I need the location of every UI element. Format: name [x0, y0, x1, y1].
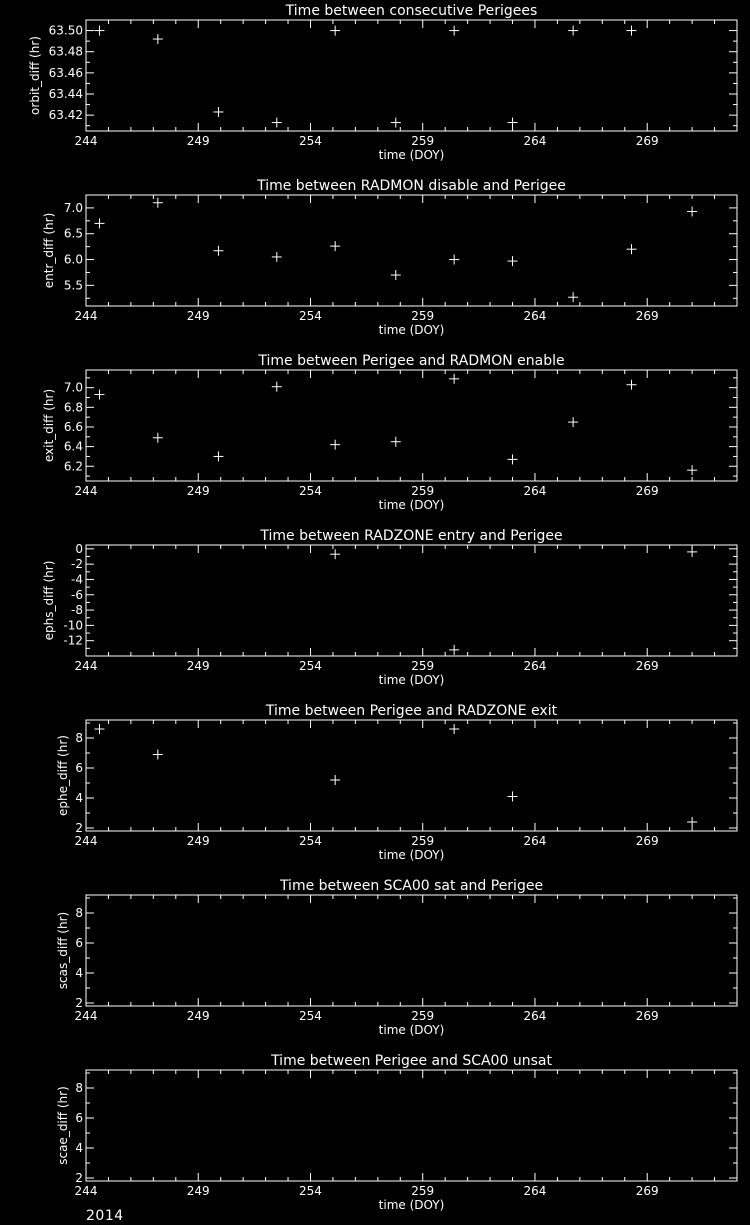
x-tick-label: 264 — [523, 134, 547, 148]
y-tick-label: 5.5 — [63, 278, 83, 293]
data-point — [449, 26, 459, 36]
data-point — [391, 270, 401, 280]
y-tick-label: -8 — [71, 603, 83, 618]
data-point — [94, 218, 104, 228]
x-tick-label: 244 — [74, 484, 98, 498]
x-axis-label: time (DOY) — [378, 148, 445, 162]
x-tick-label: 269 — [635, 1184, 659, 1198]
y-tick-label: 7.0 — [63, 200, 83, 215]
plot-frame — [86, 20, 737, 131]
x-axis-label: time (DOY) — [378, 1023, 445, 1037]
plot-frame — [86, 370, 737, 481]
y-tick-label: 6 — [75, 936, 83, 950]
x-tick-label: 244 — [74, 1009, 98, 1023]
data-point — [330, 241, 340, 251]
y-tick-label: 63.42 — [48, 108, 83, 123]
data-point — [687, 817, 697, 827]
plot-title: Time between Perigee and RADZONE exit — [265, 703, 558, 719]
x-tick-label: 249 — [186, 134, 210, 148]
y-tick-label: 8 — [75, 906, 83, 920]
plot-title: Time between RADMON disable and Perigee — [257, 178, 566, 194]
y-tick-label: -2 — [71, 557, 83, 572]
x-tick-label: 269 — [635, 659, 659, 673]
x-tick-label: 254 — [299, 1009, 322, 1023]
y-tick-label: 2 — [75, 821, 83, 835]
y-tick-label: 6.8 — [63, 400, 83, 415]
x-tick-label: 254 — [299, 309, 322, 323]
data-point — [272, 382, 282, 392]
data-point — [153, 750, 163, 760]
data-point — [272, 118, 282, 128]
y-axis-label: exit_diff (hr) — [42, 388, 56, 463]
x-tick-label: 269 — [635, 1009, 659, 1023]
data-point — [330, 26, 340, 36]
plot-title: Time between consecutive Perigees — [285, 3, 538, 19]
data-point — [94, 724, 104, 734]
x-tick-label: 264 — [523, 1009, 547, 1023]
plot-frame — [86, 545, 737, 656]
data-point — [153, 198, 163, 208]
y-tick-label: 63.50 — [48, 23, 83, 38]
x-tick-label: 249 — [186, 834, 210, 848]
x-axis-label: time (DOY) — [378, 673, 445, 687]
y-tick-label: 6.0 — [63, 252, 83, 267]
data-point — [449, 255, 459, 265]
y-tick-label: 4 — [75, 1141, 83, 1155]
x-tick-label: 244 — [74, 1184, 98, 1198]
data-point — [391, 118, 401, 128]
y-tick-label: 6.6 — [63, 419, 83, 434]
data-point — [449, 724, 459, 734]
data-point — [568, 292, 578, 302]
y-tick-label: -6 — [71, 587, 83, 602]
x-tick-label: 254 — [299, 134, 322, 148]
data-point — [153, 433, 163, 443]
data-point — [330, 549, 340, 559]
data-point — [330, 775, 340, 785]
x-tick-label: 269 — [635, 134, 659, 148]
y-tick-label: 6.5 — [63, 226, 83, 241]
y-tick-label: 6.2 — [63, 459, 83, 474]
year-label: 2014 — [86, 1208, 124, 1224]
plot-title: Time between Perigee and RADMON enable — [258, 353, 565, 369]
y-tick-label: 63.48 — [48, 44, 83, 59]
y-tick-label: 8 — [75, 1081, 83, 1095]
data-point — [687, 465, 697, 475]
x-tick-label: 269 — [635, 309, 659, 323]
y-tick-label: -10 — [63, 618, 83, 633]
x-tick-label: 264 — [523, 484, 547, 498]
y-axis-label: scae_diff (hr) — [56, 1086, 70, 1165]
x-tick-label: 259 — [411, 309, 435, 323]
data-point — [568, 417, 578, 427]
plot-title: Time between SCA00 sat and Perigee — [279, 878, 544, 894]
y-axis-label: ephe_diff (hr) — [56, 735, 70, 816]
data-point — [508, 118, 518, 128]
y-tick-label: 4 — [75, 791, 83, 805]
y-tick-label: 6 — [75, 761, 83, 775]
y-axis-label: scas_diff (hr) — [56, 911, 70, 990]
y-tick-label: 6.4 — [63, 439, 83, 454]
y-tick-label: 6 — [75, 1111, 83, 1125]
y-tick-label: 2 — [75, 996, 83, 1010]
x-tick-label: 264 — [523, 1184, 547, 1198]
data-point — [508, 454, 518, 464]
x-tick-label: 264 — [523, 659, 547, 673]
x-tick-label: 259 — [411, 484, 435, 498]
data-point — [449, 374, 459, 384]
x-tick-label: 249 — [186, 1009, 210, 1023]
data-point — [213, 451, 223, 461]
x-tick-label: 249 — [186, 309, 210, 323]
y-axis-label: orbit_diff (hr) — [28, 36, 42, 115]
x-tick-label: 254 — [299, 1184, 322, 1198]
x-tick-label: 249 — [186, 1184, 210, 1198]
data-point — [449, 645, 459, 655]
y-tick-label: 0 — [75, 541, 83, 556]
x-tick-label: 259 — [411, 834, 435, 848]
data-point — [508, 792, 518, 802]
data-point — [626, 380, 636, 390]
data-point — [508, 256, 518, 266]
plot-frame — [86, 195, 737, 306]
data-point — [626, 244, 636, 254]
data-point — [330, 440, 340, 450]
x-tick-label: 244 — [74, 834, 98, 848]
x-tick-label: 264 — [523, 309, 547, 323]
x-tick-label: 269 — [635, 484, 659, 498]
x-axis-label: time (DOY) — [378, 498, 445, 512]
data-point — [213, 246, 223, 256]
y-tick-label: 2 — [75, 1171, 83, 1185]
x-tick-label: 254 — [299, 659, 322, 673]
x-tick-label: 259 — [411, 659, 435, 673]
data-point — [153, 34, 163, 44]
x-axis-label: time (DOY) — [378, 1198, 445, 1212]
plot-frame — [86, 720, 737, 831]
x-tick-label: 249 — [186, 484, 210, 498]
x-tick-label: 259 — [411, 1184, 435, 1198]
y-tick-label: 4 — [75, 966, 83, 980]
data-point — [626, 26, 636, 36]
data-point — [272, 252, 282, 262]
x-tick-label: 254 — [299, 834, 322, 848]
data-point — [94, 26, 104, 36]
plot-title: Time between Perigee and SCA00 unsat — [271, 1053, 552, 1069]
y-tick-label: 63.44 — [48, 87, 83, 101]
data-point — [94, 390, 104, 400]
x-tick-label: 259 — [411, 134, 435, 148]
x-tick-label: 244 — [74, 134, 98, 148]
y-tick-label: -4 — [71, 572, 83, 587]
data-point — [687, 547, 697, 557]
y-axis-label: ephs_diff (hr) — [42, 560, 56, 641]
y-tick-label: 8 — [75, 731, 83, 745]
plot-title: Time between RADZONE entry and Perigee — [260, 528, 563, 544]
y-tick-label: 7.0 — [63, 380, 83, 395]
data-point — [391, 437, 401, 447]
data-point — [213, 107, 223, 117]
x-tick-label: 244 — [74, 659, 98, 673]
plot-frame — [86, 1070, 737, 1181]
y-tick-label: 63.46 — [48, 65, 83, 80]
x-tick-label: 269 — [635, 834, 659, 848]
x-tick-label: 259 — [411, 1009, 435, 1023]
x-axis-label: time (DOY) — [378, 323, 445, 337]
x-tick-label: 244 — [74, 309, 98, 323]
x-axis-label: time (DOY) — [378, 848, 445, 862]
data-point — [568, 26, 578, 36]
x-tick-label: 264 — [523, 834, 547, 848]
x-tick-label: 249 — [186, 659, 210, 673]
data-point — [687, 207, 697, 217]
y-tick-label: -12 — [63, 633, 83, 648]
plot-frame — [86, 895, 737, 1006]
x-tick-label: 254 — [299, 484, 322, 498]
y-axis-label: entr_diff (hr) — [42, 212, 56, 289]
